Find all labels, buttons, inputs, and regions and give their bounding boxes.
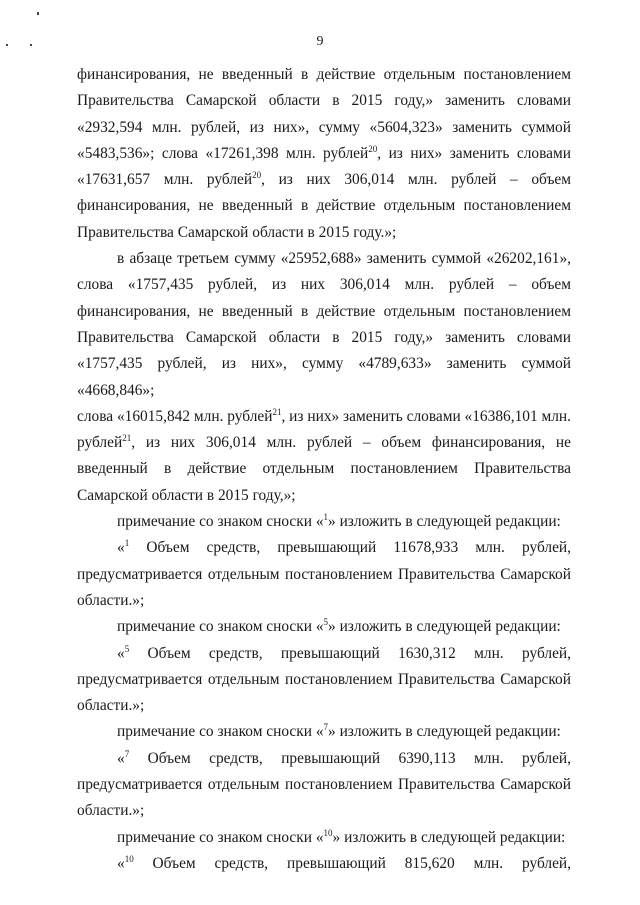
text-line [77,115,571,141]
paragraph [77,62,571,246]
footnote-marker: 5 [124,643,130,654]
text-fragment: Объем средств, превышающий 815,620 млн. рублей, [133,854,571,872]
text-fragment: финансирования, не введенный в действие отдельным постановлением [77,302,571,320]
footnote-marker: 1 [323,512,329,523]
text-fragment: финансирования, не введенный в действие отдельным постановлением [77,66,571,83]
text-fragment: примечание со знаком сноски « [117,828,324,846]
text-fragment: » изложить в следующей редакции: [332,828,566,846]
text-line [77,351,571,404]
text-fragment: Самарской области в 2015 году,»; [77,486,296,504]
text-line [77,851,571,877]
text-fragment: примечание со знаком сноски « [117,513,324,531]
text-fragment: слова «1757,435 рублей, из них 306,014 млн. рублей – объем [77,276,571,294]
text-fragment: введенный в действие отдельным постановлением Правительства [77,460,571,478]
text-fragment: «5483,536»; слова «17261,398 млн. рублей [77,144,369,162]
text-line [77,509,571,535]
text-fragment: рублей [77,434,123,452]
text-fragment: « [117,644,125,662]
footnote-marker: 7 [323,722,329,733]
text-fragment: , из них» заменить словами [377,144,571,162]
text-line [77,430,571,456]
text-line [77,141,571,167]
text-fragment: «17631,657 млн. рублей [77,171,253,189]
text-line [77,88,571,114]
paragraph [77,825,571,851]
text-fragment: Правительства Самарской области в 2015 году,» заменить словами [77,92,571,110]
text-line [77,746,571,772]
footnote-marker: 5 [323,617,329,628]
text-line [77,772,571,798]
page-number: 9 [316,34,324,49]
text-fragment: Правительства Самарской области в 2015 году.»; [77,223,397,241]
text-fragment: примечание со знаком сноски « [117,618,324,636]
text-fragment: Объем средств, превышающий 11678,933 млн. рублей, [129,539,571,557]
footnote-marker: 20 [368,143,378,154]
text-fragment: Правительства Самарской области в 2015 году,» заменить словами [77,328,571,346]
paragraph [77,719,571,745]
paragraph [77,851,571,877]
text-fragment: предусматривается отдельным постановлением Правительства Самарской [77,565,571,583]
text-line [77,693,571,719]
text-line [77,62,571,88]
text-fragment: финансирования, не введенный в действие отдельным постановлением [77,197,571,215]
footnote-marker: 7 [124,748,130,759]
text-line [77,614,571,640]
text-line [77,825,571,851]
text-fragment: , из них 306,014 млн. рублей – объем финансирования, не [131,434,571,452]
paragraph [77,746,571,825]
text-line [77,167,571,193]
text-line [77,535,571,561]
text-fragment: » изложить в следующей редакции: [328,723,561,741]
text-line [77,404,571,430]
text-line [77,641,571,667]
text-line [77,667,571,693]
text-fragment: примечание со знаком сноски « [117,723,324,741]
text-fragment: Объем средств, превышающий 1630,312 млн. рублей, [129,644,571,662]
text-line [77,456,571,482]
text-fragment: Объем средств, превышающий 6390,113 млн. рублей, [129,749,571,767]
text-fragment: в абзаце третьем сумму «25952,688» заменить суммой «26202,161», [117,250,571,268]
text-fragment: «2932,594 млн. рублей, из них», сумму «5604,323» заменить суммой [77,118,571,136]
footnote-marker: 1 [124,538,130,549]
text-fragment: предусматривается отдельным постановлением Правительства Самарской [77,670,571,688]
text-fragment: » изложить в следующей редакции: [328,618,561,636]
text-line [77,325,571,351]
paragraph [77,246,571,509]
paragraph [77,614,571,640]
text-fragment: « [117,854,125,872]
text-line [77,299,571,325]
text-fragment: области.»; [77,697,145,715]
text-fragment: предусматривается отдельным постановлением Правительства Самарской [77,776,571,794]
text-line [77,272,571,298]
footnote-marker: 10 [124,853,134,864]
text-fragment: » изложить в следующей редакции: [328,513,561,531]
paragraph [77,509,571,535]
text-line [77,562,571,588]
text-fragment: , из них 306,014 млн. рублей – объем [261,171,571,189]
paragraph [77,641,571,720]
text-line [77,193,571,219]
scan-mark [37,12,39,15]
text-fragment: области.»; [77,591,145,609]
text-fragment: « [117,749,125,767]
text-line [77,220,571,246]
text-line [77,588,571,614]
text-fragment: « [117,539,125,557]
text-line [77,798,571,824]
footnote-marker: 10 [323,827,333,838]
document-body [77,62,571,877]
text-line [77,483,571,509]
text-fragment: «1757,435 рублей, из них», сумму «4789,633» заменить суммой «4668,846»; [77,355,571,399]
footnote-marker: 20 [252,170,262,181]
paragraph [77,535,571,614]
text-fragment: области.»; [77,802,145,820]
footnote-marker: 21 [272,406,282,417]
text-line [77,246,571,272]
text-fragment: слова «16015,842 млн. рублей [77,407,273,425]
footnote-marker: 21 [122,433,132,444]
text-fragment: , из них» заменить словами «16386,101 млн. [281,407,572,425]
text-line [77,719,571,745]
